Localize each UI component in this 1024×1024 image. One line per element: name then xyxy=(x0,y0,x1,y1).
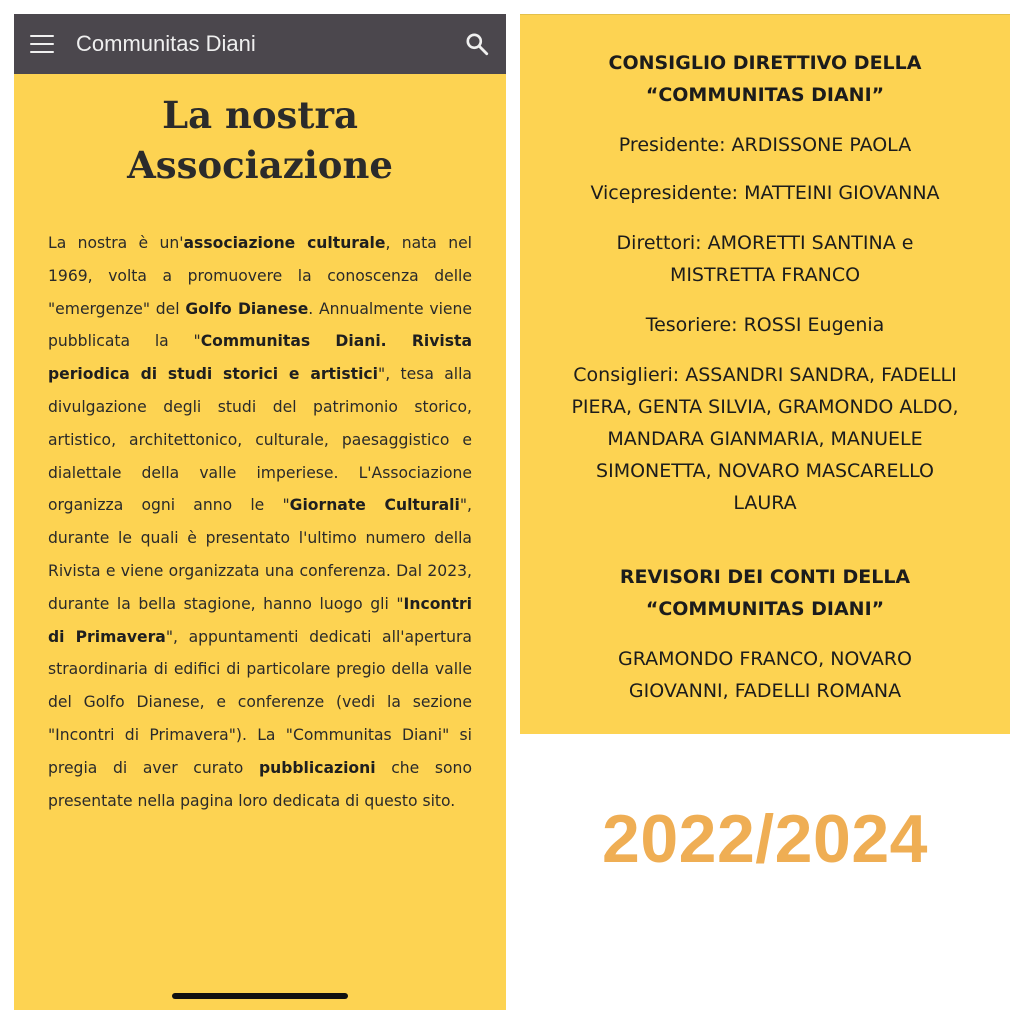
revisori-line2: GIOVANNI, FADELLI ROMANA xyxy=(628,680,902,702)
app-title[interactable]: Communitas Diani xyxy=(76,31,256,56)
intro-text: ", appuntamenti dedicati all'apertura straordinaria di edifici di particolare pregio della valle del Golfo Dianese, e conferenze (vedi la sezione "Incontri di Primavera"). La "Communitas Diani" si pregia di aver curato xyxy=(48,627,472,777)
revisori-line1: GRAMONDO FRANCO, NOVARO xyxy=(618,648,912,670)
consiglieri-line: PIERA, GENTA SILVIA, GRAMONDO ALDO, xyxy=(571,396,959,418)
direttori-line1: Direttori: AMORETTI SANTINA e xyxy=(616,232,914,254)
intro-bold-text: associazione culturale xyxy=(183,234,386,252)
vicepresidente: Vicepresidente: MATTEINI GIOVANNA xyxy=(590,182,940,204)
years-label: 2022/2024 xyxy=(602,801,928,877)
page-title xyxy=(34,90,486,190)
intro-paragraph xyxy=(48,227,472,817)
board-heading xyxy=(540,47,990,111)
intro-text: , nata nel 1969, volta a promuovere la conoscenza delle "emergenze" del xyxy=(48,234,473,318)
intro-text: La nostra è un' xyxy=(48,234,184,252)
hamburger-menu-icon[interactable] xyxy=(30,35,54,53)
page-title-line1: La nostra xyxy=(162,93,358,137)
intro-bold-text: Giornate Culturali xyxy=(289,496,460,515)
consiglieri-line: MANDARA GIANMARIA, MANUELE xyxy=(607,428,923,450)
direttori-line2: MISTRETTA FRANCO xyxy=(669,264,861,286)
intro-bold-text: Incontri di Primavera xyxy=(48,594,472,646)
app-bar xyxy=(14,14,506,74)
revisori-heading-line2: “COMMUNITAS DIANI” xyxy=(645,598,885,620)
intro-bold-text: pubblicazioni xyxy=(258,758,376,777)
revisori xyxy=(540,643,990,707)
intro-text: ", durante le quali è presentato l'ultimo numero della Rivista e viene organizzata una conferenza. Dal 2023, durante la bella stagione, hanno luogo gli " xyxy=(48,496,473,613)
board-card xyxy=(520,14,1010,734)
intro-bold-text: Golfo Dianese xyxy=(185,299,309,318)
presidente: Presidente: ARDISSONE PAOLA xyxy=(618,134,912,156)
board-heading-line2: “COMMUNITAS DIANI” xyxy=(645,84,885,106)
phone-screen xyxy=(14,14,506,1010)
search-icon[interactable] xyxy=(464,31,490,57)
consiglieri xyxy=(548,359,982,519)
revisori-heading xyxy=(540,561,990,625)
revisori-heading-line1: REVISORI DEI CONTI DELLA xyxy=(619,566,911,588)
tesoriere: Tesoriere: ROSSI Eugenia xyxy=(645,314,885,336)
home-indicator xyxy=(172,993,348,999)
board-heading-line1: CONSIGLIO DIRETTIVO DELLA xyxy=(608,52,922,74)
direttori xyxy=(540,227,990,291)
consiglieri-line: Consiglieri: ASSANDRI SANDRA, FADELLI xyxy=(573,364,957,386)
intro-text: che sono presentate nella pagina loro dedicata di questo sito. xyxy=(48,758,472,810)
intro-bold-text: Communitas Diani. Rivista periodica di studi storici e artistici xyxy=(48,332,472,384)
page-title-line2: Associazione xyxy=(127,143,393,187)
intro-text: ", tesa alla divulgazione degli studi del patrimonio storico, artistico, architettonico, culturale, paesaggistico e dialettale della valle imperiese. L'Associazione organizza ogni anno le " xyxy=(48,365,472,515)
consiglieri-line: SIMONETTA, NOVARO MASCARELLO xyxy=(596,460,934,482)
consiglieri-line: LAURA xyxy=(733,492,797,514)
intro-text: . Annualmente viene pubblicata la " xyxy=(48,299,472,351)
